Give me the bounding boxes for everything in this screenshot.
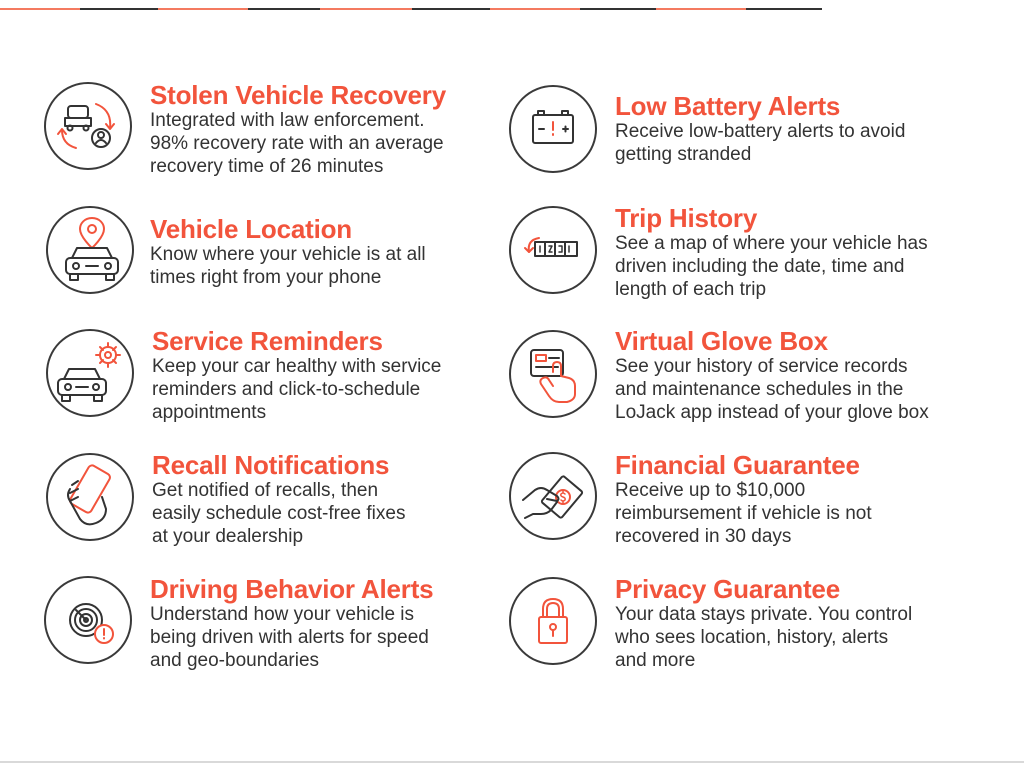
money-in-hand-icon <box>509 452 597 540</box>
battery-alert-icon <box>509 85 597 173</box>
description-line: LoJack app instead of your glove box <box>615 402 929 423</box>
feature-title: Stolen Vehicle Recovery <box>150 80 446 110</box>
car-location-pin-icon <box>46 206 134 294</box>
description-line: and maintenance schedules in the <box>615 379 904 400</box>
feature-description <box>615 603 912 672</box>
description-line: Your data stays private. You control <box>615 604 913 625</box>
description-line: Receive low-battery alerts to avoid <box>615 121 906 142</box>
description-line: Receive up to $10,000 <box>615 480 806 501</box>
radar-alert-icon <box>44 576 132 664</box>
description-line: who sees location, history, alerts <box>615 627 889 648</box>
description-line: driven including the date, time and <box>615 256 905 277</box>
description-line: length of each trip <box>615 279 767 300</box>
feature-description <box>615 479 872 548</box>
description-line: reminders and click-to-schedule <box>152 379 421 400</box>
feature-title: Privacy Guarantee <box>615 574 840 604</box>
description-line: times right from your phone <box>150 267 382 288</box>
description-line: Get notified of recalls, then <box>152 480 379 501</box>
feature-description <box>615 232 928 301</box>
description-line: easily schedule cost-free fixes <box>152 503 406 524</box>
glove-box-tap-icon <box>509 330 597 418</box>
feature-title: Recall Notifications <box>152 450 390 480</box>
feature-description <box>615 120 905 166</box>
description-line: Integrated with law enforcement. <box>150 110 425 131</box>
description-line: at your dealership <box>152 526 304 547</box>
feature-title: Service Reminders <box>152 326 383 356</box>
feature-title: Driving Behavior Alerts <box>150 574 434 604</box>
feature-title: Virtual Glove Box <box>615 326 828 356</box>
feature-description <box>150 243 426 289</box>
description-line: See your history of service records <box>615 356 908 377</box>
feature-title: Financial Guarantee <box>615 450 860 480</box>
odometer-icon <box>509 206 597 294</box>
description-line: Understand how your vehicle is <box>150 604 415 625</box>
feature-description <box>615 355 929 424</box>
bottom-divider <box>0 761 1024 763</box>
feature-title: Vehicle Location <box>150 214 352 244</box>
description-line: Keep your car healthy with service <box>152 356 442 377</box>
padlock-icon <box>509 577 597 665</box>
feature-title: Trip History <box>615 203 758 233</box>
feature-description <box>150 603 429 672</box>
description-line: reimbursement if vehicle is not <box>615 503 872 524</box>
car-gear-icon <box>46 329 134 417</box>
feature-description <box>150 109 444 178</box>
description-line: recovery time of 26 minutes <box>150 156 384 177</box>
description-line: and geo-boundaries <box>150 650 320 671</box>
description-line: appointments <box>152 402 267 423</box>
description-line: being driven with alerts for speed <box>150 627 429 648</box>
description-line: and more <box>615 650 696 671</box>
description-line: getting stranded <box>615 144 752 165</box>
description-line: recovered in 30 days <box>615 526 792 547</box>
top-decorative-bar <box>0 8 822 10</box>
feature-description <box>152 479 405 548</box>
feature-title: Low Battery Alerts <box>615 91 841 121</box>
description-line: See a map of where your vehicle has <box>615 233 928 254</box>
feature-description <box>152 355 441 424</box>
description-line: Know where your vehicle is at all <box>150 244 426 265</box>
description-line: 98% recovery rate with an average <box>150 133 444 154</box>
phone-in-hand-icon <box>46 453 134 541</box>
car-recovery-icon <box>44 82 132 170</box>
